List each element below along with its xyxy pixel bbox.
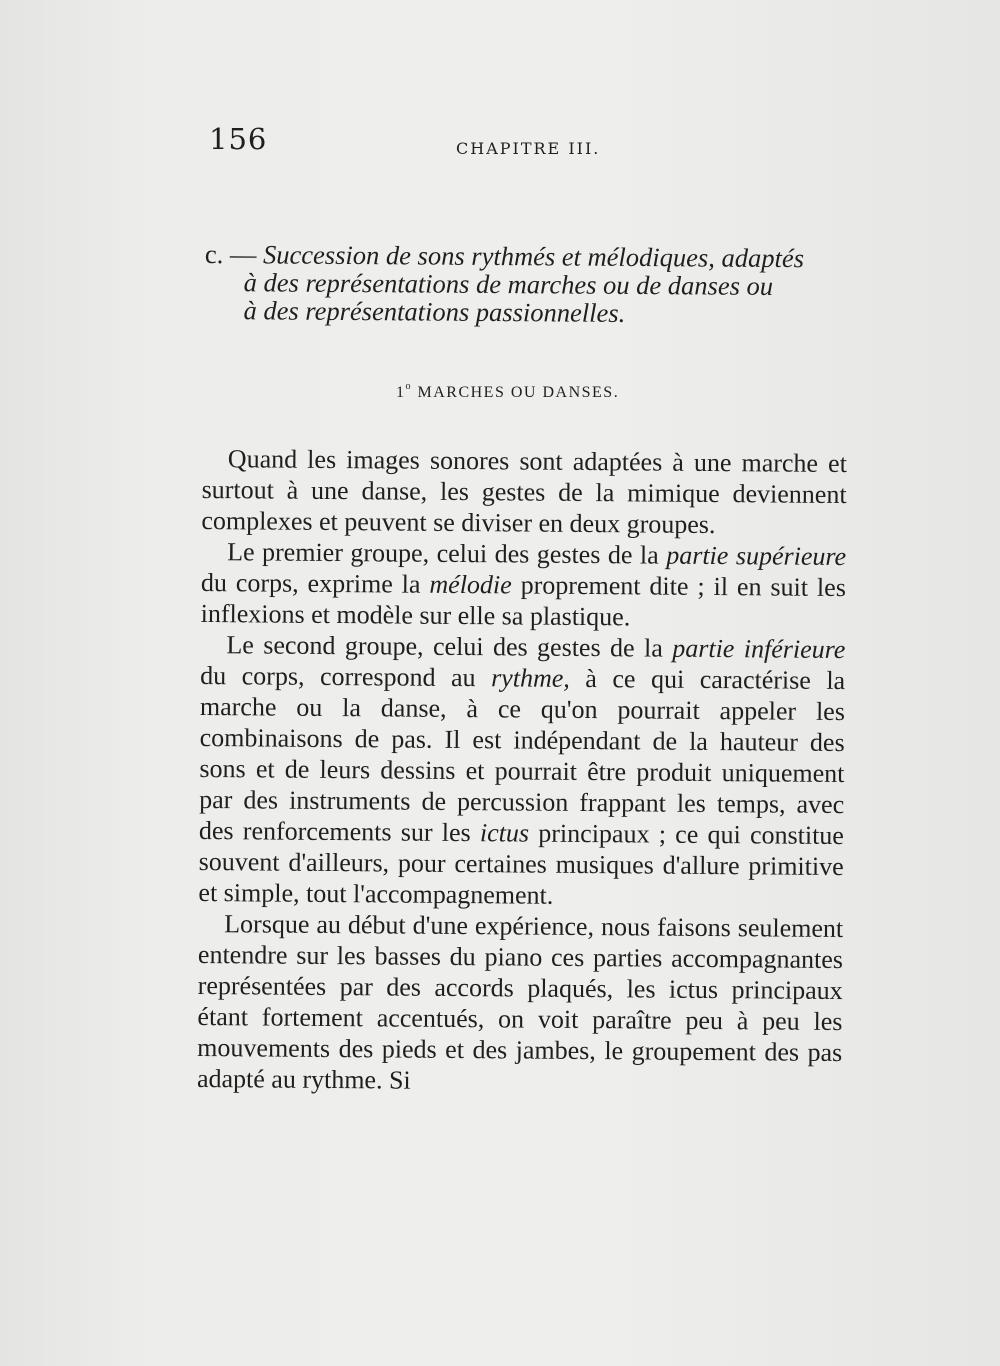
paragraph-3-text-c: à ce qui caractérise la marche ou la danse, à ce qu'on pourrait appeler les combinaisons de pas. Il est indépendant de la hauteur des sons et de leurs dessins et pourrait être produit uniquement par des instruments de percussion frappant les temps, avec des renforcements sur les	[198, 663, 846, 848]
paragraph-3-text-b: du corps, correspond au	[200, 660, 492, 693]
running-head: CHAPITRE III.	[456, 139, 601, 158]
body-text	[197, 443, 847, 1099]
section-heading-prefix: c. —	[204, 239, 264, 270]
paragraph-2-text-c: proprement dite ; il en suit les inflexions et modèle sur elle sa plastique.	[200, 570, 846, 632]
paragraph-2-text-a: Le premier groupe, celui des gestes de la	[227, 537, 667, 570]
subheading-degree: o	[405, 381, 412, 392]
subheading-text: MARCHES OU DANSES.	[412, 384, 620, 401]
paragraph-1	[201, 443, 847, 541]
paragraph-3-text-a: Le second groupe, celui des gestes de la	[226, 630, 673, 663]
subheading-number: 1	[396, 384, 406, 401]
paragraph-1-text: Quand les images sonores sont adaptées à une marche et surtout à une danse, les gestes de la mimique deviennent complexes et peuvent se diviser en deux groupes.	[201, 444, 847, 540]
section-heading-line-3: à des représentations passionnelles.	[243, 295, 626, 328]
paragraph-4-text: Lorsque au début d'une expérience, nous faisons seulement entendre sur les basses du piano ces parties accompagnantes représentées par des accords plaqués, les ictus principaux étant fortement accentués, on voit paraître peu à peu les mouvements des pieds et des jambes, le groupement des pas adapté au rythme. Si	[196, 909, 844, 1095]
paragraph-4	[197, 908, 843, 1099]
page-number: 156	[209, 122, 268, 156]
paragraph-2-emphasis-a: partie supérieure	[666, 540, 847, 572]
paragraph-3-emphasis-b: rythme,	[491, 663, 570, 693]
paragraph-2-emphasis-b: mélodie	[429, 569, 512, 600]
section-heading	[204, 240, 865, 329]
paragraph-3	[198, 629, 845, 913]
section-heading-line-2: à des représentations de marches ou de danses ou	[243, 267, 774, 301]
paragraph-3-emphasis-a: partie inférieure	[672, 633, 846, 665]
section-heading-line-1: Succession de sons rythmés et mélodiques, adaptés	[262, 239, 805, 274]
subheading	[396, 381, 619, 402]
paragraph-3-emphasis-c: ictus	[479, 818, 530, 848]
paragraph-2-text-b: du corps, exprime la	[200, 567, 430, 599]
paragraph-2	[201, 536, 847, 634]
paragraph-3-text-d: principaux ; ce qui constitue souvent d'ailleurs, pour certaines musiques d'allure primitive et simple, tout l'accompagnement.	[198, 818, 845, 910]
